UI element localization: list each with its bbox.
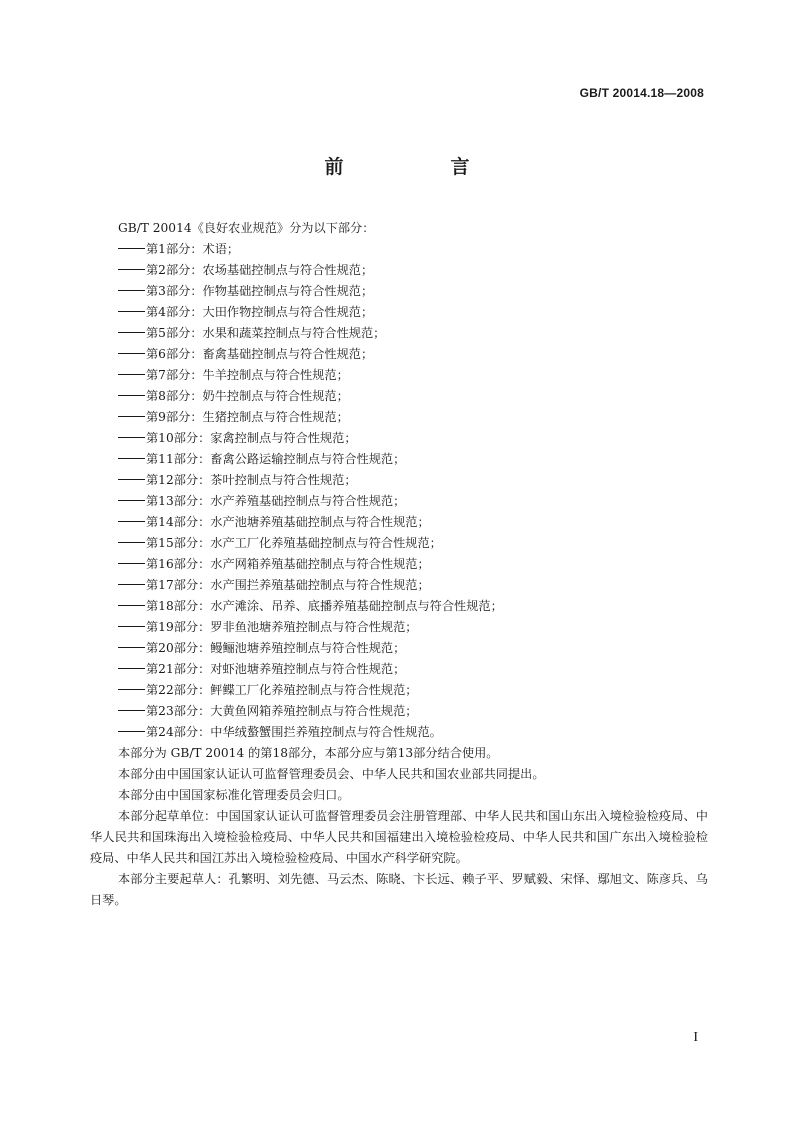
- part-item: [90, 512, 708, 533]
- part-label: 第5部分：水果和蔬菜控制点与符合性规范；: [146, 326, 386, 340]
- part-label: 第4部分：大田作物控制点与符合性规范；: [146, 305, 374, 319]
- paragraph: 本部分主要起草人：孔繁明、刘先德、马云杰、陈晓、卞长远、赖子平、罗赋毅、宋怿、鄢旭文、陈彦兵、乌日琴。: [90, 872, 708, 907]
- part-item: [90, 239, 708, 260]
- parts-list: [90, 239, 708, 743]
- part-label: 第16部分：水产网箱养殖基础控制点与符合性规范；: [146, 557, 430, 571]
- list-dash: [118, 689, 145, 690]
- part-label: 第10部分：家禽控制点与符合性规范；: [146, 431, 357, 445]
- part-label: 第21部分：对虾池塘养殖控制点与符合性规范；: [146, 662, 406, 676]
- page-title: 前 言: [324, 156, 514, 178]
- list-dash: [118, 458, 145, 459]
- part-item: [90, 386, 708, 407]
- part-label: 第23部分：大黄鱼网箱养殖控制点与符合性规范；: [146, 704, 418, 718]
- list-dash: [118, 731, 145, 732]
- paragraph: 本部分起草单位：中国国家认证认可监督管理委员会注册管理部、中华人民共和国山东出入境检验检疫局、中华人民共和国珠海出入境检验检疫局、中华人民共和国福建出入境检验检疫局、中华人民共和国广东出入境检验检疫局、中华人民共和国江苏出入境检验检疫局、中国水产科学研究院。: [90, 809, 708, 865]
- part-label: 第22部分：鲆鲽工厂化养殖控制点与符合性规范；: [146, 683, 418, 697]
- part-label: 第20部分：鳗鲡池塘养殖控制点与符合性规范；: [146, 641, 406, 655]
- list-dash: [118, 710, 145, 711]
- list-dash: [118, 248, 145, 249]
- list-dash: [118, 332, 145, 333]
- list-dash: [118, 626, 145, 627]
- part-item: [90, 260, 708, 281]
- part-item: [90, 680, 708, 701]
- part-label: 第14部分：水产池塘养殖基础控制点与符合性规范；: [146, 515, 430, 529]
- part-label: 第15部分：水产工厂化养殖基础控制点与符合性规范；: [146, 536, 442, 550]
- part-item: [90, 554, 708, 575]
- list-dash: [118, 353, 145, 354]
- part-label: 第17部分：水产围拦养殖基础控制点与符合性规范；: [146, 578, 430, 592]
- part-item: [90, 302, 708, 323]
- part-label: 第2部分：农场基础控制点与符合性规范；: [146, 263, 374, 277]
- list-dash: [118, 479, 145, 480]
- part-item: [90, 470, 708, 491]
- part-item: [90, 659, 708, 680]
- foreword-body: [90, 218, 708, 911]
- list-dash: [118, 290, 145, 291]
- list-dash: [118, 605, 145, 606]
- list-dash: [118, 500, 145, 501]
- part-label: 第1部分：术语；: [146, 242, 240, 256]
- list-dash: [118, 311, 145, 312]
- list-dash: [118, 542, 145, 543]
- list-dash: [118, 668, 145, 669]
- paragraph: 本部分由中国国家认证认可监督管理委员会、中华人民共和国农业部共同提出。: [118, 767, 545, 781]
- part-label: 第9部分：生猪控制点与符合性规范；: [146, 410, 349, 424]
- part-item: [90, 428, 708, 449]
- list-dash: [118, 416, 145, 417]
- part-label: 第7部分：牛羊控制点与符合性规范；: [146, 368, 349, 382]
- list-dash: [118, 269, 145, 270]
- list-dash: [118, 563, 145, 564]
- part-item: [90, 365, 708, 386]
- part-label: 第12部分：茶叶控制点与符合性规范；: [146, 473, 357, 487]
- list-dash: [118, 584, 145, 585]
- paragraph: 本部分为 GB/T 20014 的第18部分，本部分应与第13部分结合使用。: [118, 746, 499, 760]
- part-item: [90, 491, 708, 512]
- part-item: [90, 344, 708, 365]
- part-item: [90, 596, 708, 617]
- page-number: I: [693, 1030, 698, 1045]
- part-item: [90, 533, 708, 554]
- part-item: [90, 407, 708, 428]
- part-label: 第19部分：罗非鱼池塘养殖控制点与符合性规范；: [146, 620, 418, 634]
- list-dash: [118, 437, 145, 438]
- part-item: [90, 701, 708, 722]
- part-label: 第18部分：水产滩涂、吊养、底播养殖基础控制点与符合性规范；: [146, 599, 503, 613]
- part-item: [90, 722, 708, 743]
- part-label: 第8部分：奶牛控制点与符合性规范；: [146, 389, 349, 403]
- part-item: [90, 449, 708, 470]
- intro-line: GB/T 20014《良好农业规范》分为以下部分：: [118, 221, 375, 235]
- part-label: 第13部分：水产养殖基础控制点与符合性规范；: [146, 494, 406, 508]
- list-dash: [118, 521, 145, 522]
- standard-code: GB/T 20014.18—2008: [579, 86, 704, 100]
- part-item: [90, 323, 708, 344]
- part-item: [90, 617, 708, 638]
- part-item: [90, 638, 708, 659]
- list-dash: [118, 647, 145, 648]
- list-dash: [118, 395, 145, 396]
- part-label: 第6部分：畜禽基础控制点与符合性规范；: [146, 347, 374, 361]
- list-dash: [118, 374, 145, 375]
- paragraph: 本部分由中国国家标准化管理委员会归口。: [118, 788, 350, 802]
- paragraph-list: [90, 743, 708, 911]
- part-item: [90, 575, 708, 596]
- part-item: [90, 281, 708, 302]
- part-label: 第24部分：中华绒螯蟹围拦养殖控制点与符合性规范。: [146, 725, 442, 739]
- part-label: 第3部分：作物基础控制点与符合性规范；: [146, 284, 374, 298]
- part-label: 第11部分：畜禽公路运输控制点与符合性规范；: [146, 452, 406, 466]
